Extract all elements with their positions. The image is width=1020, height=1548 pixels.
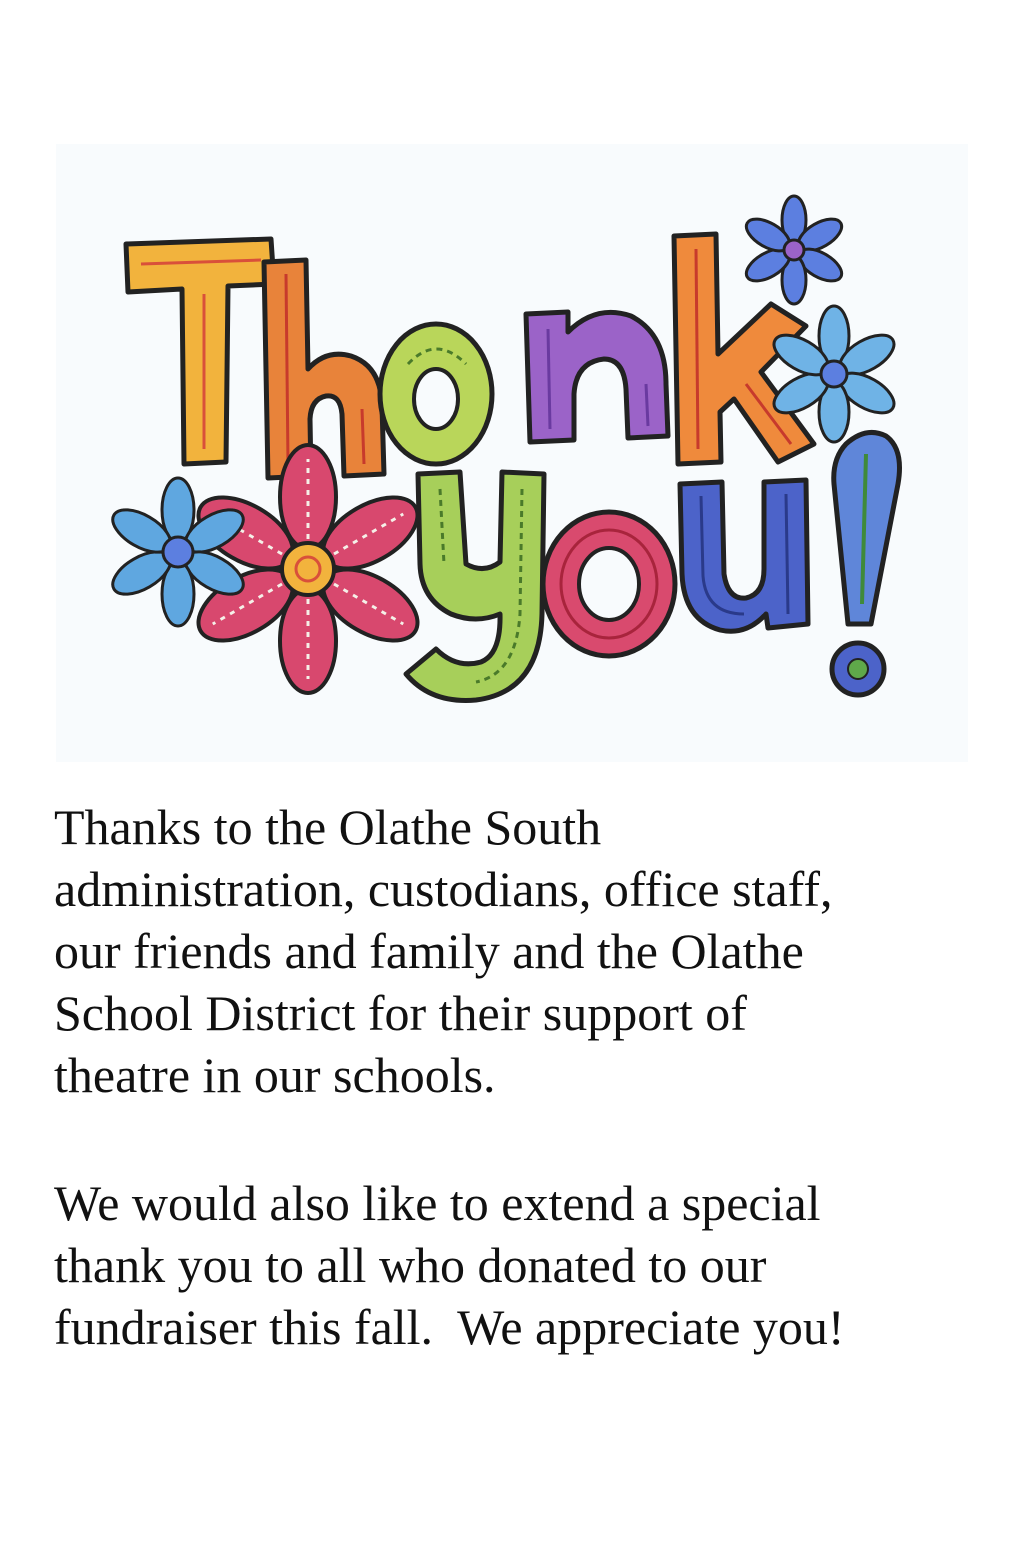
text-line: We would also like to extend a special — [54, 1175, 821, 1231]
letter-y — [406, 472, 544, 700]
text-line: our friends and family and the Olathe — [54, 923, 804, 979]
letter-a — [380, 324, 492, 464]
letter-o — [543, 512, 675, 656]
text-line: administration, custodians, office staff, — [54, 861, 833, 917]
text-line: School District for their support of — [54, 985, 747, 1041]
text-line: thank you to all who donated to our — [54, 1237, 767, 1293]
periwinkle-flower-icon — [741, 196, 847, 304]
thank-you-illustration — [56, 144, 968, 762]
exclamation-mark — [832, 432, 900, 695]
text-line: Thanks to the Olathe South — [54, 799, 602, 855]
text-line: fundraiser this fall. We appreciate you! — [54, 1299, 845, 1355]
letter-n — [526, 312, 668, 442]
letter-T — [126, 239, 274, 464]
letter-h — [264, 260, 384, 478]
text-line: theatre in our schools. — [54, 1047, 496, 1103]
donors-paragraph — [54, 1172, 954, 1358]
letter-u — [680, 480, 808, 631]
thank-you-artwork — [56, 144, 968, 762]
thanks-paragraph — [54, 796, 954, 1106]
